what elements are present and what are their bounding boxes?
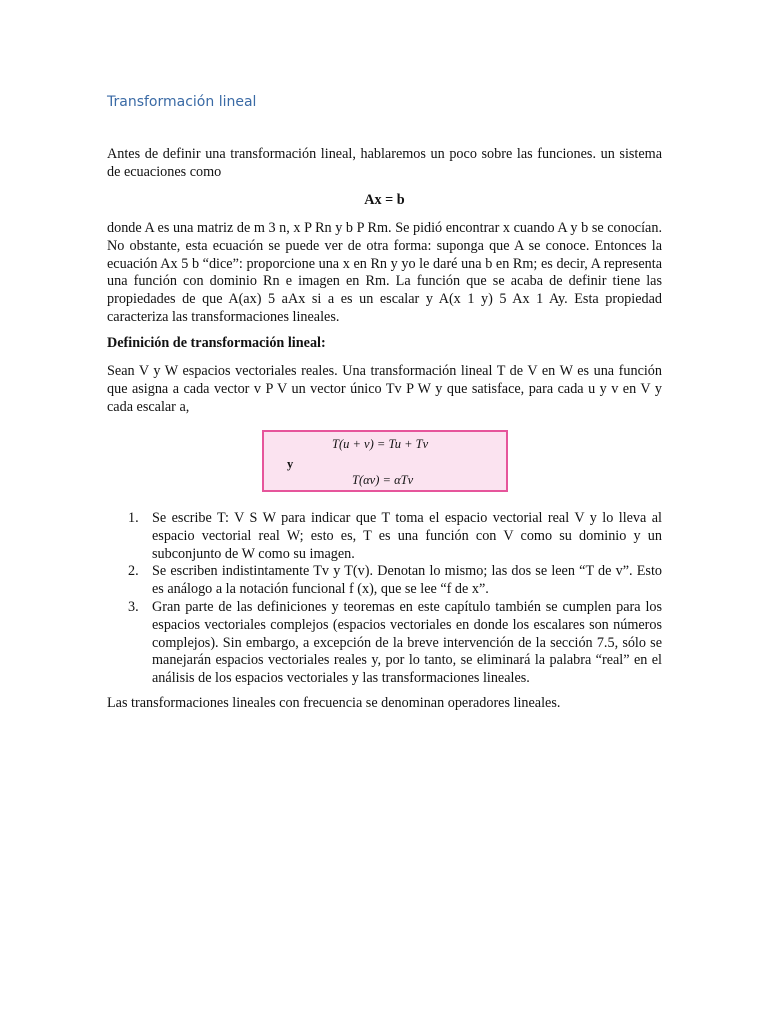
formula-box xyxy=(262,430,508,492)
formula-additivity: T(u + v) = Tu + Tv xyxy=(332,437,429,451)
list-item-text: Gran parte de las definiciones y teoremas en este capítulo también se cumplen para los espacios vectoriales complejos (espacios vectoriales en donde los escalares son números complejos). Sin embargo, a excepción de la breve intervención de la sección 7.5, sólo se manejarán espacios vectoriales reales y, por lo tanto, se eliminará la palabra “real” en el análisis de los espacios vectoriales y las transformaciones lineales. xyxy=(152,598,662,687)
list-item xyxy=(107,510,662,563)
intro-paragraph: Antes de definir una transformación lineal, hablaremos un poco sobre las funciones. un sistema de ecuaciones como xyxy=(107,146,662,180)
closing-paragraph: Las transformaciones lineales con frecuencia se denominan operadores lineales. xyxy=(107,695,561,711)
explanation-paragraph: donde A es una matriz de m 3 n, x P Rn y b P Rm. Se pidió encontrar x cuando A y b se conocían. No obstante, esta ecuación se puede ver de otra forma: suponga que A se conoce. Entonces la ecuación Ax 5 b “dice”: proporcione una x en Rn y yo le daré una b en Rm; es decir, A representa una función con dominio Rn e imagen en Rm. La función que se acaba de definir tiene las propiedades de que A(ax) 5 aAx si a es un escalar y A(x 1 y) 5 Ax 1 Ay. Esta propiedad caracteriza las transformaciones lineales. xyxy=(107,220,662,325)
formula-homogeneity: T(αv) = αTv xyxy=(352,473,414,487)
definition-heading: Definición de transformación lineal: xyxy=(107,335,326,351)
list-item xyxy=(107,599,662,688)
list-item-number: 3. xyxy=(128,598,139,615)
notes-list xyxy=(107,510,662,688)
list-item-text: Se escriben indistintamente Tv y T(v). Denotan lo mismo; las dos se leen “T de v”. Esto es análogo a la notación funcional f (x), que se lee “f de x”. xyxy=(152,563,662,598)
list-item-number: 2. xyxy=(128,563,139,580)
equation: Ax = b xyxy=(364,192,405,208)
list-item-text: Se escribe T: V S W para indicar que T toma el espacio vectorial real V y lo lleva al espacio vectorial real W; esto es, T es una función con V como su dominio y un subconjunto de W como su imagen. xyxy=(152,510,662,562)
definition-paragraph: Sean V y W espacios vectoriales reales. Una transformación lineal T de V en W es una función que asigna a cada vector v P V un vector único Tv P W y que satisface, para cada u y v en V y cada escalar a, xyxy=(107,363,662,415)
list-item xyxy=(107,563,662,599)
list-item-number: 1. xyxy=(128,510,139,526)
page-title: Transformación lineal xyxy=(107,94,257,110)
formula-connector: y xyxy=(287,457,294,471)
